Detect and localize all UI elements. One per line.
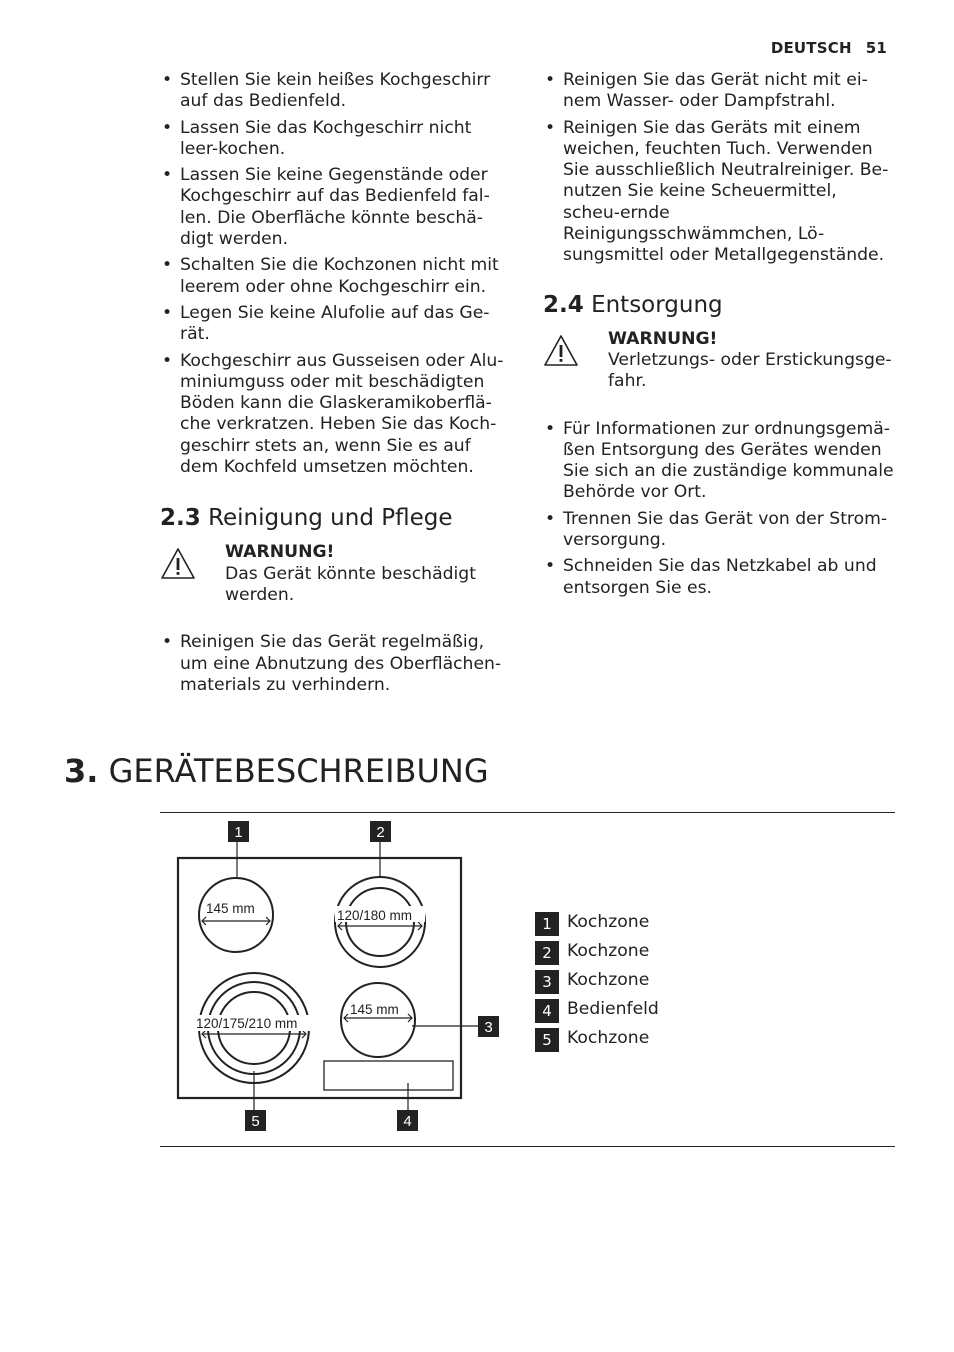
legend-item: [535, 907, 659, 936]
warning-text: Das Gerät könnte beschädigt werden.: [225, 563, 476, 605]
header-page-number: 51: [865, 39, 887, 57]
hob-diagram: [170, 818, 510, 1138]
control-panel: [324, 1061, 453, 1090]
list-item: • Reinigen Sie das Geräts mit einem weichen, feuchten Tuch. Verwenden Sie ausschließlich Neutralreiniger. Be-nutzen Sie keine Scheuermittel, scheu-ernde Reinigungsschwämmchen, Lö-sungsmittel oder Metallgegenstände.: [543, 118, 895, 267]
diagram-legend: [535, 907, 659, 1052]
callout-2-label: 2: [376, 824, 385, 841]
callout-5-label: 5: [251, 1113, 260, 1130]
section-heading: [160, 504, 512, 532]
legend-label: Bedienfeld: [567, 998, 659, 1019]
warning-icon: [160, 547, 196, 581]
list-item: • Lassen Sie keine Gegenstände oder Kochgeschirr auf das Bedienfeld fal-len. Die Oberfläche könnte beschä-digt werden.: [160, 165, 512, 250]
hob-outline: [178, 858, 461, 1098]
legend-label: Kochzone: [567, 940, 650, 961]
legend-number: 2: [535, 941, 559, 965]
callout-5: [245, 1110, 266, 1131]
legend-label: Kochzone: [567, 911, 650, 932]
left-column: [160, 70, 512, 701]
list-item: • Kochgeschirr aus Gusseisen oder Alu-miniumguss oder mit beschädigten Böden kann die Glaskeramikoberflä-che verkratzen. Heben Sie das Koch-geschirr stets an, wenn Sie es auf dem Kochfeld umsetzen möchten.: [160, 351, 512, 479]
bullet-list: [160, 632, 512, 696]
section-number: 2.3: [160, 505, 201, 532]
header-language: DEUTSCH: [770, 39, 852, 57]
zone-3-size: 145 mm: [350, 1002, 399, 1017]
list-item: • Schalten Sie die Kochzonen nicht mit leerem oder ohne Kochgeschirr ein.: [160, 255, 512, 298]
warning-box: [543, 329, 895, 393]
chapter-number: 3.: [64, 752, 99, 790]
list-item: • Reinigen Sie das Gerät nicht mit ei-nem Wasser- oder Dampfstrahl.: [543, 70, 895, 113]
legend-label: Kochzone: [567, 1027, 650, 1048]
callout-2: [370, 821, 391, 842]
list-item: • Für Informationen zur ordnungsgemä-ßen Entsorgung des Gerätes wenden Sie sich an die zuständige kommunale Behörde vor Ort.: [543, 419, 895, 504]
legend-number: 1: [535, 912, 559, 936]
legend-number: 5: [535, 1028, 559, 1052]
legend-item: [535, 994, 659, 1023]
warning-title: WARNUNG!: [608, 328, 718, 349]
callout-4-label: 4: [403, 1113, 412, 1130]
list-item: • Trennen Sie das Gerät von der Strom-versorgung.: [543, 509, 895, 552]
callout-4: [397, 1110, 418, 1131]
bullet-list: [543, 70, 895, 267]
legend-number: 3: [535, 970, 559, 994]
bullet-list: [160, 70, 512, 478]
callout-3: [478, 1016, 499, 1037]
zone-2-size: 120/180 mm: [337, 908, 413, 923]
callout-1: [228, 821, 249, 842]
legend-number: 4: [535, 999, 559, 1023]
list-item: • Legen Sie keine Alufolie auf das Ge-rät.: [160, 303, 512, 346]
legend-item: [535, 1023, 659, 1052]
page-header: [757, 39, 887, 57]
callout-3-label: 3: [484, 1019, 493, 1036]
callout-1-label: 1: [234, 824, 243, 841]
right-column: [543, 70, 895, 604]
zone-1-size: 145 mm: [206, 901, 255, 916]
section-heading: [543, 291, 895, 319]
section-number: 2.4: [543, 291, 584, 318]
warning-box: [160, 542, 512, 606]
legend-item: [535, 936, 659, 965]
list-item: • Lassen Sie das Kochgeschirr nicht leer-kochen.: [160, 118, 512, 161]
top-divider: [160, 812, 895, 813]
warning-title: WARNUNG!: [225, 542, 335, 563]
bullet-list: [543, 419, 895, 599]
bottom-divider: [160, 1146, 895, 1147]
list-item: • Reinigen Sie das Gerät regelmäßig, um eine Abnutzung des Oberflächen-materials zu verhindern.: [160, 632, 512, 696]
cooking-zone-3: [341, 983, 415, 1057]
legend-label: Kochzone: [567, 969, 650, 990]
warning-icon: [543, 334, 579, 368]
warning-text: Verletzungs- oder Erstickungsge-fahr.: [608, 349, 892, 392]
chapter-heading: [64, 751, 489, 791]
zone-5-size: 120/175/210 mm: [196, 1016, 298, 1031]
section-title: Reinigung und Pflege: [208, 505, 453, 532]
legend-item: [535, 965, 659, 994]
list-item: • Stellen Sie kein heißes Kochgeschirr auf das Bedienfeld.: [160, 70, 512, 113]
chapter-title: GERÄTEBESCHREIBUNG: [108, 752, 489, 790]
list-item: • Schneiden Sie das Netzkabel ab und entsorgen Sie es.: [543, 556, 895, 599]
section-title: Entsorgung: [591, 291, 723, 318]
